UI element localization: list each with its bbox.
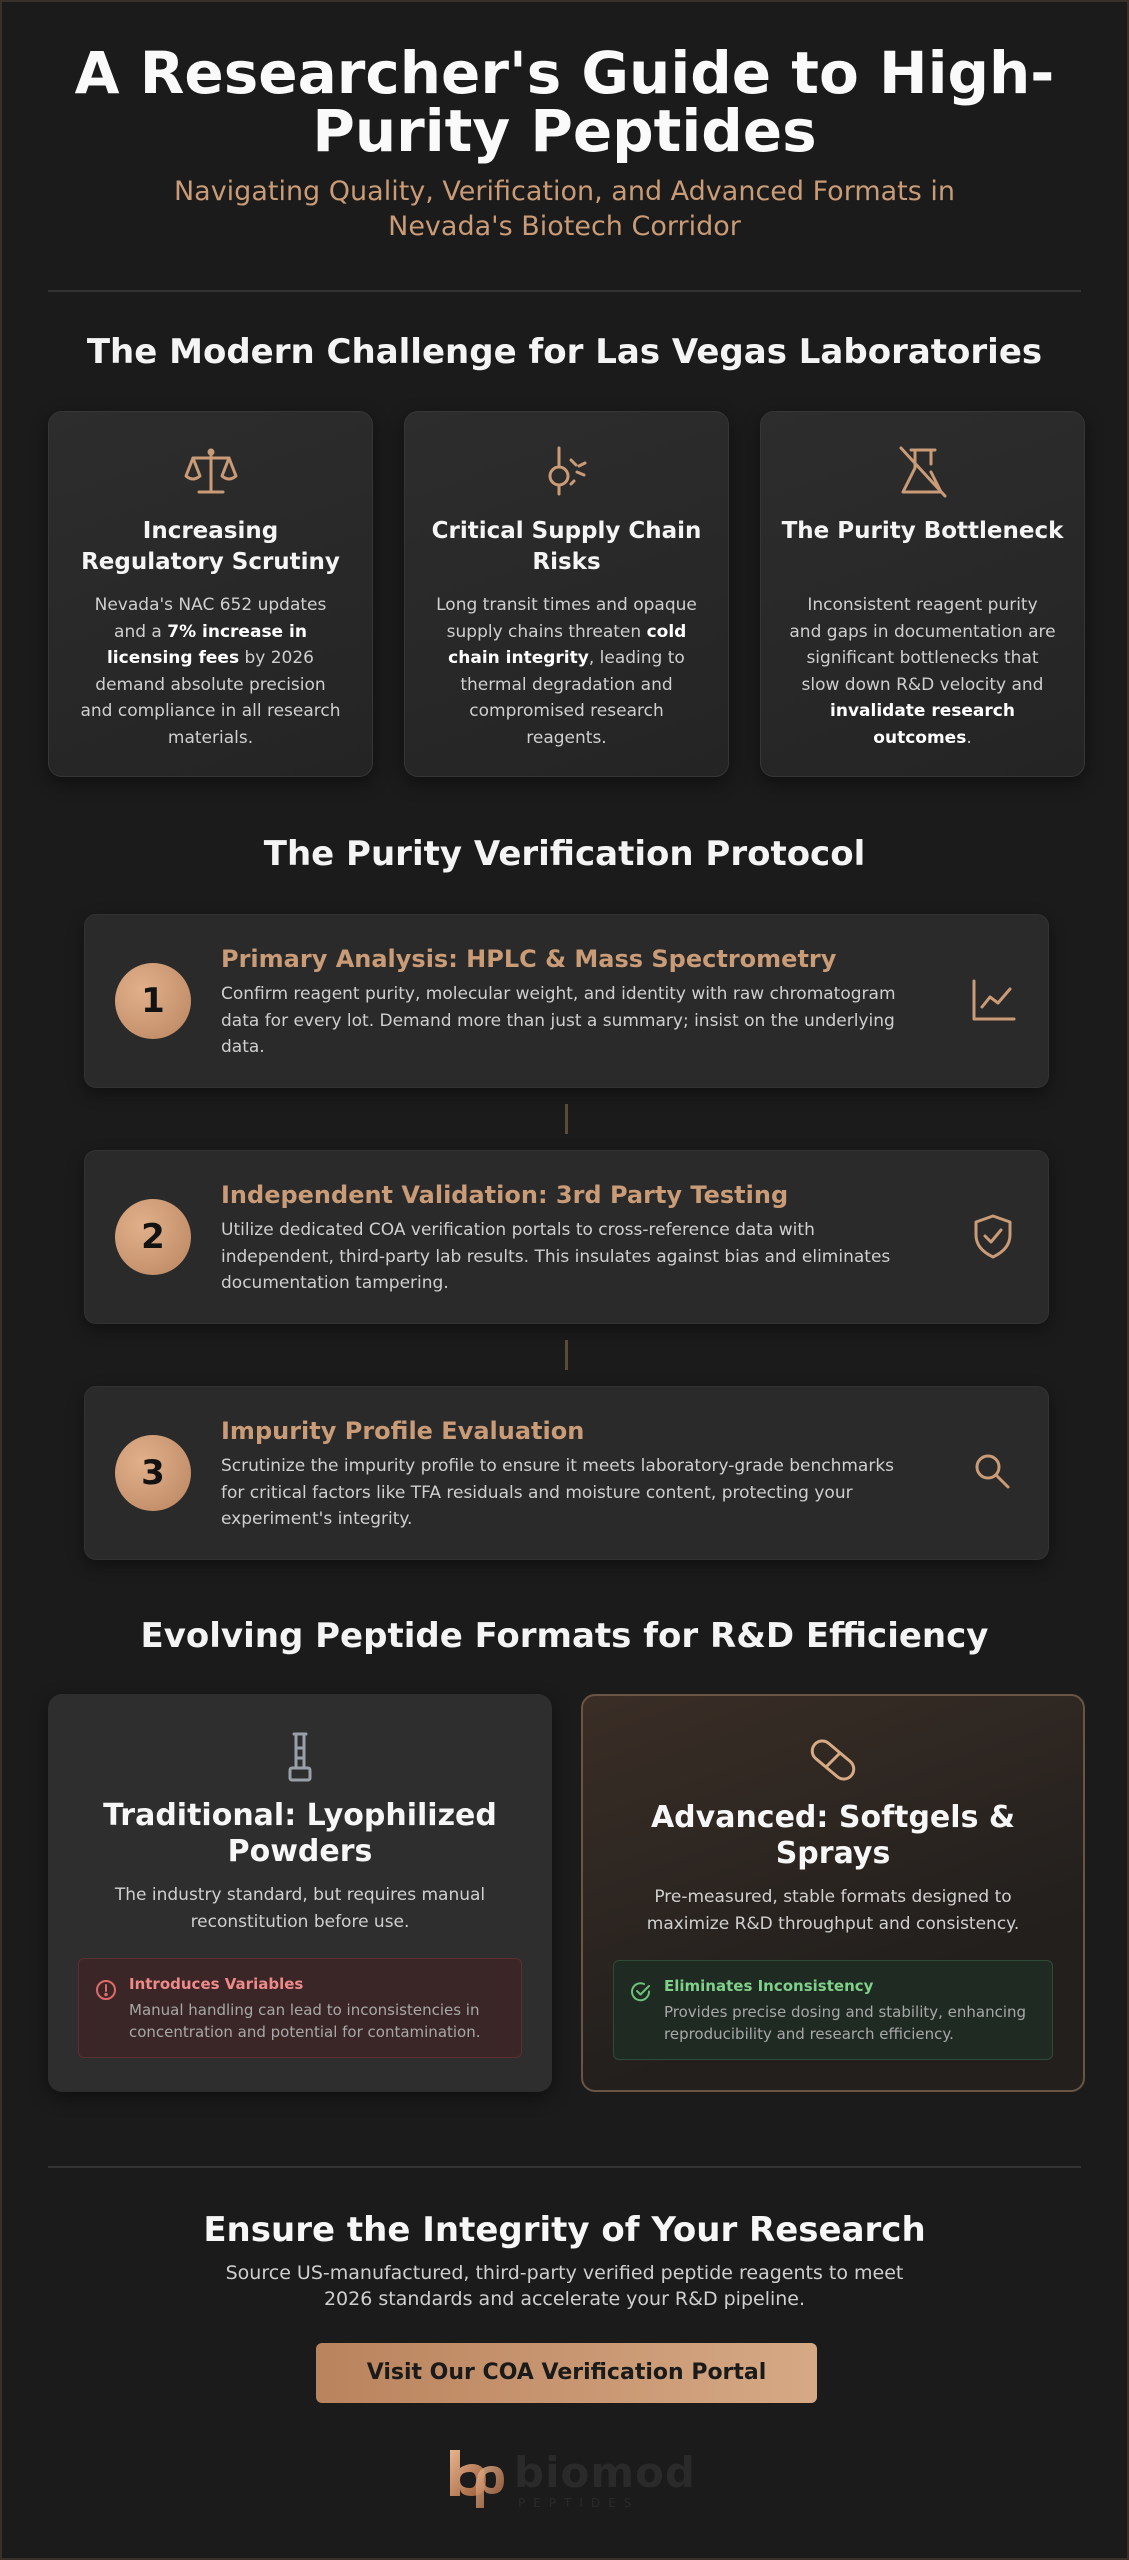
line-chart-icon <box>968 975 1018 1025</box>
body-text: , leading to thermal degradation and compromised research reagents. <box>460 648 685 748</box>
cta-subtitle: Source US-manufactured, third-party verified peptide reagents to meet 2026 standards and accelerate your R&D pipeline. <box>225 2262 904 2310</box>
page-title: A Researcher's Guide to High-Purity Peptides <box>74 39 1055 165</box>
protocol-step <box>84 914 1049 1088</box>
body-text: Inconsistent reagent purity and gaps in documentation are significant bottlenecks that slow down R&D velocity and <box>789 595 1056 695</box>
page-subtitle: Navigating Quality, Verification, and Advanced Formats in Nevada's Biotech Corridor <box>173 176 956 242</box>
flask-off-icon <box>893 442 953 502</box>
logo-tagline: PEPTIDES <box>518 2496 640 2510</box>
body-text: Long transit times and opaque supply chains threaten <box>436 595 697 642</box>
body-text: by 2026 demand absolute precision and compliance in all research materials. <box>80 648 341 748</box>
challenge-card <box>404 411 729 777</box>
card-title: Increasing Regulatory Scrutiny <box>81 518 340 575</box>
temperature-icon <box>537 442 597 502</box>
emphasis-text: 7% increase in licensing fees <box>106 621 307 668</box>
brand-logo <box>438 2444 698 2514</box>
step-title: Impurity Profile Evaluation <box>221 1417 585 1445</box>
step-connector <box>565 1104 568 1134</box>
coa-portal-button[interactable]: Visit Our COA Verification Portal <box>316 2343 817 2403</box>
step-connector <box>565 1340 568 1370</box>
body-text: Nevada's NAC 652 updates and a <box>94 595 327 642</box>
format-desc: Pre-measured, stable formats designed to maximize R&D throughput and consistency. <box>646 1887 1020 1934</box>
step-number: 1 <box>115 963 191 1039</box>
card-body <box>433 592 700 751</box>
cta-title: Ensure the Integrity of Your Research <box>203 2210 926 2250</box>
card-title: Critical Supply Chain Risks <box>431 518 702 575</box>
format-card-traditional <box>48 1694 552 2092</box>
note-title: Introduces Variables <box>129 1975 304 1993</box>
format-note-success <box>613 1960 1053 2060</box>
step-title: Primary Analysis: HPLC & Mass Spectrometry <box>221 945 837 973</box>
scale-icon <box>181 442 241 502</box>
format-note-warning <box>78 1958 522 2058</box>
challenge-card <box>48 411 373 777</box>
alert-circle-icon <box>95 1979 117 2001</box>
body-text: . <box>966 727 972 748</box>
divider <box>48 290 1081 292</box>
emphasis-text: invalidate research outcomes <box>830 701 1015 748</box>
challenge-heading: The Modern Challenge for Las Vegas Laboratories <box>86 332 1043 372</box>
emphasis-text: cold chain integrity <box>448 621 687 668</box>
divider <box>48 2166 1081 2168</box>
protocol-step <box>84 1386 1049 1560</box>
step-number: 3 <box>115 1435 191 1511</box>
protocol-heading: The Purity Verification Protocol <box>263 834 866 874</box>
shield-check-icon <box>968 1211 1018 1261</box>
note-body: Manual handling can lead to inconsistencies in concentration and potential for contamination. <box>129 2001 481 2041</box>
step-number: 2 <box>115 1199 191 1275</box>
step-body: Utilize dedicated COA verification portals to cross-reference data with independent, third-party lab results. This insulates against bias and eliminates documentation tampering. <box>221 1220 891 1293</box>
capsule-icon <box>803 1730 863 1790</box>
magnifier-icon <box>968 1447 1018 1497</box>
format-desc: The industry standard, but requires manual reconstitution before use. <box>114 1885 486 1932</box>
vial-icon <box>270 1728 330 1788</box>
format-title: Advanced: Softgels & Sprays <box>650 1800 1016 1871</box>
format-title: Traditional: Lyophilized Powders <box>103 1798 497 1869</box>
challenge-card <box>760 411 1085 777</box>
format-card-advanced <box>581 1694 1085 2092</box>
bp-logo-icon <box>438 2444 508 2514</box>
logo-wordmark: biomod <box>514 2448 696 2497</box>
card-title: The Purity Bottleneck <box>781 518 1064 544</box>
protocol-step <box>84 1150 1049 1324</box>
step-body: Scrutinize the impurity profile to ensure it meets laboratory-grade benchmarks for critical factors like TFA residuals and moisture content, protecting your experiment's integrity. <box>221 1456 895 1529</box>
step-body: Confirm reagent purity, molecular weight, and identity with raw chromatogram data for every lot. Demand more than just a summary; insist on the underlying data. <box>221 984 896 1057</box>
card-body <box>789 592 1056 751</box>
step-title: Independent Validation: 3rd Party Testing <box>221 1181 789 1209</box>
note-body: Provides precise dosing and stability, enhancing reproducibility and research efficiency. <box>664 2003 1027 2043</box>
formats-heading: Evolving Peptide Formats for R&D Efficiency <box>140 1616 989 1656</box>
check-circle-icon <box>630 1981 652 2003</box>
card-body <box>77 592 344 751</box>
note-title: Eliminates Inconsistency <box>664 1977 874 1995</box>
